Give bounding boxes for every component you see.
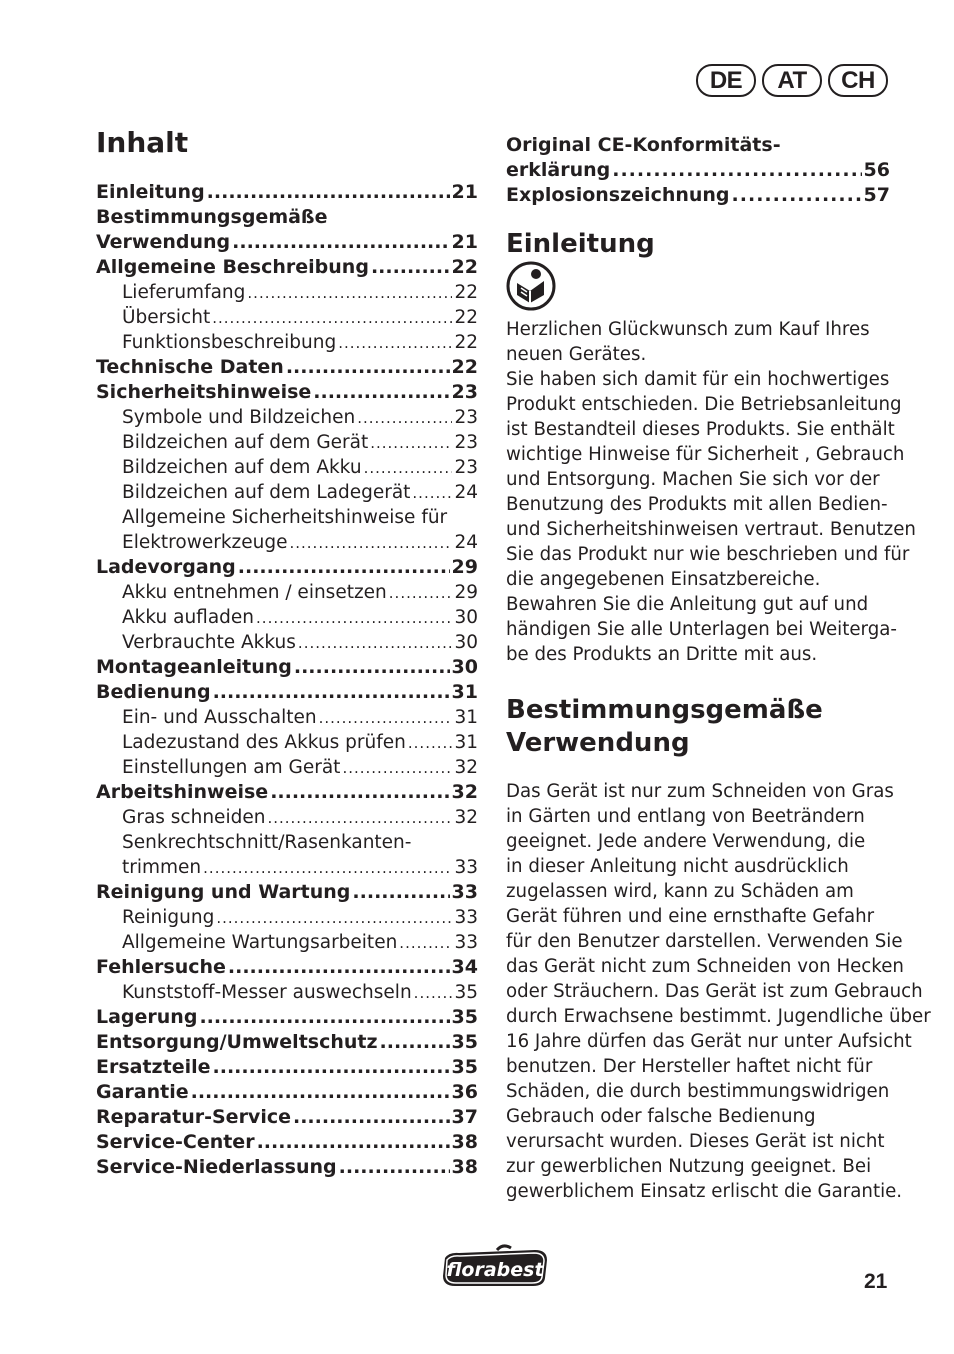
- toc-dot-leader: [207, 180, 450, 205]
- toc-entry: [96, 1155, 478, 1180]
- toc-entry: [96, 180, 478, 205]
- verwendung-line: zugelassen wird, kann zu Schäden am: [506, 881, 854, 902]
- florabest-logo: [439, 1244, 551, 1290]
- page-number: 21: [864, 1270, 888, 1293]
- toc-entry-page: 31: [454, 707, 478, 728]
- toc-entry: [96, 980, 478, 1005]
- toc-entry-label: Elektrowerkzeuge: [122, 532, 288, 553]
- toc-entry-label: Funktionsbeschreibung: [122, 332, 337, 353]
- toc-dot-leader: [352, 880, 449, 905]
- verwendung-heading-line1: Bestimmungsgemäße: [506, 695, 823, 725]
- verwendung-line: verursacht wurden. Dieses Gerät ist nicht: [506, 1131, 885, 1152]
- toc-entry: [96, 955, 478, 980]
- einleitung-line: Sie haben sich damit für ein hochwertiges: [506, 369, 890, 390]
- toc-entry-label: Bildzeichen auf dem Akku: [122, 457, 362, 478]
- toc-entry: [96, 355, 478, 380]
- toc-entry-label: Bildzeichen auf dem Ladegerät: [122, 482, 411, 503]
- toc-entry-label: Original CE-Konformitäts-: [506, 134, 781, 156]
- toc-entry-page: 29: [451, 556, 478, 578]
- einleitung-line: ist Bestandteil dieses Produkts. Sie enthält: [506, 419, 895, 440]
- toc-continued: [506, 133, 890, 208]
- toc-dot-leader: [370, 431, 452, 456]
- toc-list: [96, 180, 478, 1180]
- verwendung-line: Gebrauch oder falsche Bedienung: [506, 1106, 816, 1127]
- toc-dot-leader: [216, 906, 452, 931]
- toc-entry: [96, 555, 478, 580]
- toc-entry-page: 22: [454, 307, 478, 328]
- toc-dot-leader: [389, 581, 453, 606]
- toc-dot-leader: [399, 931, 452, 956]
- toc-entry-label: Lagerung: [96, 1006, 198, 1028]
- toc-entry-page: 33: [454, 932, 478, 953]
- toc-entry: [96, 730, 478, 755]
- toc-entry-label: Garantie: [96, 1081, 189, 1103]
- toc-entry-page: 24: [454, 482, 478, 503]
- einleitung-line: und Entsorgung. Machen Sie sich vor der: [506, 469, 880, 490]
- toc-entry-page: 22: [451, 356, 478, 378]
- toc-entry-page: 38: [451, 1156, 478, 1178]
- toc-entry-page: 35: [451, 1056, 478, 1078]
- toc-entry: [96, 380, 478, 405]
- toc-entry-page: 23: [454, 432, 478, 453]
- toc-dot-leader: [412, 481, 452, 506]
- toc-entry: [96, 405, 478, 430]
- toc-entry-label: trimmen: [122, 857, 202, 878]
- toc-entry: [96, 205, 478, 230]
- toc-dot-leader: [294, 655, 450, 680]
- toc-dot-leader: [364, 456, 453, 481]
- svg-text:florabest: florabest: [446, 1259, 544, 1281]
- toc-entry-label: Arbeitshinweise: [96, 781, 269, 803]
- toc-entry-label: Bildzeichen auf dem Gerät: [122, 432, 369, 453]
- verwendung-line: das Gerät nicht zum Schneiden von Hecken: [506, 956, 904, 977]
- toc-entry-label: Service-Center: [96, 1131, 255, 1153]
- toc-entry-label: Verwendung: [96, 231, 231, 253]
- toc-dot-leader: [199, 1005, 449, 1030]
- toc-entry: [96, 230, 478, 255]
- country-badge-at: AT: [762, 64, 822, 97]
- toc-entry: [96, 455, 478, 480]
- einleitung-line: Benutzung des Produkts mit allen Bedien-: [506, 494, 888, 515]
- verwendung-heading-line2: Verwendung: [506, 728, 690, 758]
- toc-entry-label: Übersicht: [122, 307, 211, 328]
- toc-entry-page: 22: [454, 282, 478, 303]
- verwendung-line: benutzen. Der Hersteller haftet nicht für: [506, 1056, 873, 1077]
- toc-entry: [96, 305, 478, 330]
- toc-entry-label: Sicherheitshinweise: [96, 381, 312, 403]
- toc-entry-page: 35: [454, 982, 478, 1003]
- toc-dot-leader: [191, 1080, 450, 1105]
- toc-dot-leader: [232, 230, 449, 255]
- verwendung-line: geeignet. Jede andere Verwendung, die: [506, 831, 866, 852]
- toc-dot-leader: [319, 706, 453, 731]
- toc-entry: [96, 330, 478, 355]
- einleitung-paragraph: [506, 317, 916, 667]
- country-badges: [696, 64, 888, 97]
- toc-entry-label: Allgemeine Sicherheitshinweise für: [122, 507, 448, 528]
- toc-entry-label: Symbole und Bildzeichen: [122, 407, 356, 428]
- toc-entry-label: Ersatzteile: [96, 1056, 211, 1078]
- toc-entry-label: Reparatur-Service: [96, 1106, 291, 1128]
- verwendung-line: oder Sträuchern. Das Gerät ist zum Gebrauch: [506, 981, 923, 1002]
- toc-dot-leader: [298, 631, 453, 656]
- toc-entry: [96, 705, 478, 730]
- toc-entry-label: Einstellungen am Gerät: [122, 757, 341, 778]
- toc-dot-leader: [338, 331, 452, 356]
- toc-entry: [96, 830, 478, 855]
- verwendung-line: durch Erwachsene bestimmt. Jugendliche über: [506, 1006, 931, 1027]
- verwendung-line: gewerblichem Einsatz erlischt die Garantie.: [506, 1181, 903, 1202]
- toc-entry: [96, 1005, 478, 1030]
- toc-dot-leader: [203, 856, 452, 881]
- toc-entry-page: 35: [451, 1031, 478, 1053]
- toc-entry: [96, 605, 478, 630]
- verwendung-line: zur gewerblichen Nutzung geeignet. Bei: [506, 1156, 872, 1177]
- toc-entry-label: Entsorgung/Umweltschutz: [96, 1031, 378, 1053]
- toc-entry-page: 22: [451, 256, 478, 278]
- toc-entry-page: 32: [451, 781, 478, 803]
- toc-entry-page: 22: [454, 332, 478, 353]
- toc-dot-leader: [342, 756, 452, 781]
- toc-dot-leader: [247, 281, 452, 306]
- toc-entry-page: 32: [454, 807, 478, 828]
- toc-entry: [506, 183, 890, 208]
- toc-entry: [96, 905, 478, 930]
- toc-dot-leader: [732, 183, 862, 208]
- toc-entry: [96, 930, 478, 955]
- toc-entry: [96, 780, 478, 805]
- toc-dot-leader: [380, 1030, 450, 1055]
- toc-entry: [96, 1030, 478, 1055]
- toc-entry: [96, 655, 478, 680]
- toc-entry: [96, 805, 478, 830]
- toc-dot-leader: [213, 1055, 450, 1080]
- section-heading-einleitung: Einleitung: [506, 229, 655, 259]
- toc-entry: [96, 855, 478, 880]
- table-of-contents: [96, 124, 478, 1180]
- einleitung-line: wichtige Hinweise für Sicherheit , Gebrauch: [506, 444, 905, 465]
- toc-entry-label: Gras schneiden: [122, 807, 266, 828]
- toc-dot-leader: [213, 680, 450, 705]
- toc-entry-label: Kunststoff-Messer auswechseln: [122, 982, 412, 1003]
- toc-entry-page: 23: [451, 381, 478, 403]
- toc-entry-page: 57: [863, 184, 890, 206]
- toc-entry: [96, 630, 478, 655]
- toc-entry-label: Reinigung: [122, 907, 215, 928]
- toc-dot-leader: [289, 531, 452, 556]
- einleitung-line: Herzlichen Glückwunsch zum Kauf Ihres: [506, 319, 870, 340]
- verwendung-line: Das Gerät ist nur zum Schneiden von Gras: [506, 781, 894, 802]
- toc-entry-label: Lieferumfang: [122, 282, 246, 303]
- verwendung-line: Schäden, die durch bestimmungswidrigen: [506, 1081, 890, 1102]
- toc-dot-leader: [270, 780, 449, 805]
- toc-dot-leader: [339, 1155, 450, 1180]
- toc-entry-page: 29: [454, 582, 478, 603]
- toc-entry-label: Senkrechtschnitt/Rasenkanten-: [122, 832, 412, 853]
- toc-entry-page: 33: [454, 907, 478, 928]
- toc-entry: [96, 255, 478, 280]
- verwendung-line: für den Benutzer darstellen. Verwenden Sie: [506, 931, 903, 952]
- toc-entry: [96, 1105, 478, 1130]
- toc-entry: [96, 580, 478, 605]
- einleitung-line: händigen Sie alle Unterlagen bei Weiterga-: [506, 619, 897, 640]
- toc-entry: [96, 280, 478, 305]
- toc-entry-label: Ladevorgang: [96, 556, 236, 578]
- toc-entry-label: Technische Daten: [96, 356, 284, 378]
- verwendung-line: 16 Jahre dürfen das Gerät nur unter Aufsicht: [506, 1031, 912, 1052]
- toc-entry-label: erklärung: [506, 159, 611, 181]
- toc-entry-page: 32: [454, 757, 478, 778]
- toc-entry-label: Akku entnehmen / einsetzen: [122, 582, 387, 603]
- toc-entry-label: Einleitung: [96, 181, 205, 203]
- einleitung-line: Bewahren Sie die Anleitung gut auf und: [506, 594, 869, 615]
- toc-entry-page: 38: [451, 1131, 478, 1153]
- toc-dot-leader: [257, 1130, 450, 1155]
- toc-entry: [96, 480, 478, 505]
- toc-entry-page: 30: [454, 607, 478, 628]
- country-badge-ch: CH: [828, 64, 888, 97]
- toc-entry-page: 31: [454, 732, 478, 753]
- toc-entry: [96, 1130, 478, 1155]
- toc-entry-label: Ein- und Ausschalten: [122, 707, 317, 728]
- toc-entry-page: 56: [863, 159, 890, 181]
- toc-entry-label: Fehlersuche: [96, 956, 226, 978]
- einleitung-line: die angegebenen Einsatzbereiche.: [506, 569, 821, 590]
- toc-dot-leader: [256, 606, 452, 631]
- toc-entry-label: Reinigung und Wartung: [96, 881, 351, 903]
- verwendung-line: in dieser Anleitung nicht ausdrücklich: [506, 856, 849, 877]
- toc-dot-leader: [267, 806, 452, 831]
- toc-entry-page: 30: [454, 632, 478, 653]
- toc-dot-leader: [408, 731, 453, 756]
- right-column: [506, 133, 931, 1204]
- verwendung-paragraph: [506, 779, 931, 1204]
- toc-entry: [96, 530, 478, 555]
- toc-dot-leader: [414, 981, 453, 1006]
- toc-dot-leader: [293, 1105, 450, 1130]
- toc-entry: [506, 133, 890, 158]
- toc-entry: [96, 880, 478, 905]
- country-badge-de: DE: [696, 64, 756, 97]
- einleitung-line: neuen Gerätes.: [506, 344, 647, 365]
- toc-dot-leader: [286, 355, 450, 380]
- verwendung-line: Gerät führen und eine ernsthafte Gefahr: [506, 906, 875, 927]
- einleitung-line: be des Produkts an Dritte mit aus.: [506, 644, 818, 665]
- verwendung-line: in Gärten und entlang von Beeträndern: [506, 806, 865, 827]
- toc-dot-leader: [371, 255, 450, 280]
- toc-entry-label: Service-Niederlassung: [96, 1156, 337, 1178]
- toc-entry-label: Explosionszeichnung: [506, 184, 730, 206]
- toc-entry-page: 35: [451, 1006, 478, 1028]
- toc-dot-leader: [313, 380, 449, 405]
- toc-entry-label: Allgemeine Wartungsarbeiten: [122, 932, 398, 953]
- toc-entry-page: 31: [451, 681, 478, 703]
- toc-entry-label: Bedienung: [96, 681, 211, 703]
- toc-dot-leader: [228, 955, 450, 980]
- toc-dot-leader: [238, 555, 450, 580]
- read-manual-icon: [506, 261, 556, 311]
- toc-entry: [96, 755, 478, 780]
- toc-entry: [96, 430, 478, 455]
- toc-entry-label: Allgemeine Beschreibung: [96, 256, 369, 278]
- toc-entry-page: 37: [451, 1106, 478, 1128]
- toc-entry-page: 21: [451, 231, 478, 253]
- toc-entry-page: 33: [454, 857, 478, 878]
- toc-entry: [96, 1080, 478, 1105]
- toc-entry-page: 23: [454, 407, 478, 428]
- toc-entry-label: Verbrauchte Akkus: [122, 632, 296, 653]
- toc-entry-label: Montageanleitung: [96, 656, 292, 678]
- toc-entry: [506, 158, 890, 183]
- toc-entry: [96, 680, 478, 705]
- toc-entry-page: 33: [451, 881, 478, 903]
- toc-entry-label: Ladezustand des Akkus prüfen: [122, 732, 406, 753]
- toc-entry: [96, 1055, 478, 1080]
- toc-dot-leader: [357, 406, 452, 431]
- einleitung-line: und Sicherheitshinweisen vertraut. Benutzen: [506, 519, 916, 540]
- toc-entry-page: 36: [451, 1081, 478, 1103]
- toc-entry-page: 34: [451, 956, 478, 978]
- toc-entry: [96, 505, 478, 530]
- toc-entry-page: 24: [454, 532, 478, 553]
- toc-entry-label: Bestimmungsgemäße: [96, 206, 328, 228]
- toc-dot-leader: [612, 158, 861, 183]
- toc-entry-page: 21: [451, 181, 478, 203]
- toc-entry-page: 30: [451, 656, 478, 678]
- einleitung-line: Sie das Produkt nur wie beschrieben und für: [506, 544, 910, 565]
- toc-dot-leader: [212, 306, 452, 331]
- einleitung-line: Produkt entschieden. Die Betriebsanleitung: [506, 394, 902, 415]
- toc-title: Inhalt: [96, 126, 189, 159]
- toc-entry-page: 23: [454, 457, 478, 478]
- toc-entry-label: Akku aufladen: [122, 607, 255, 628]
- section-heading-verwendung: [506, 694, 890, 760]
